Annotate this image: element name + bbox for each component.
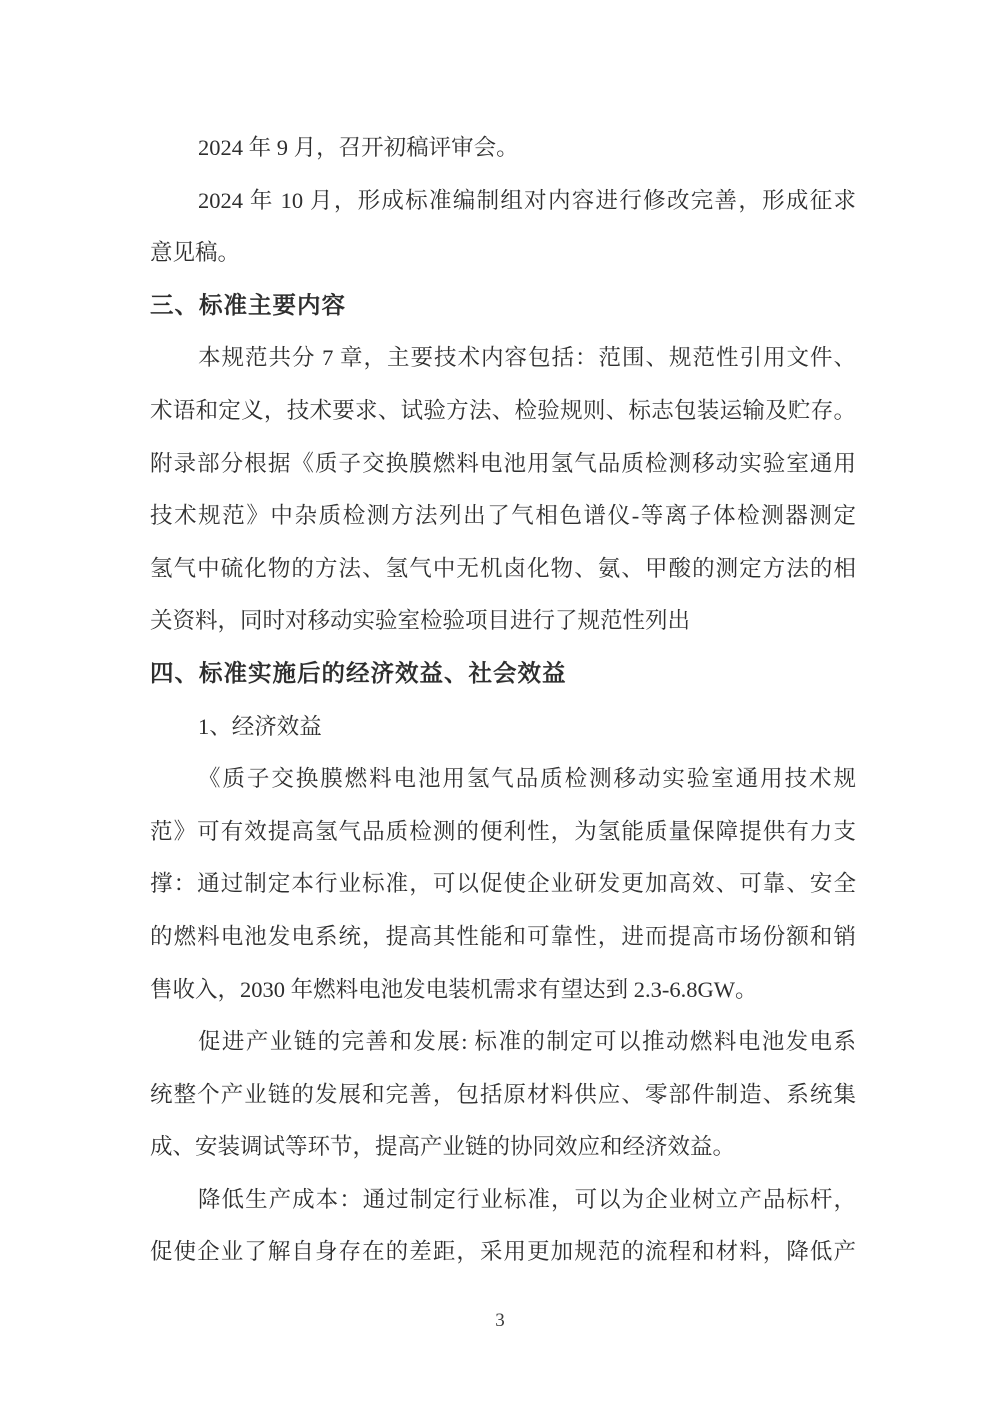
paragraph-line: 促使企业了解自身存在的差距，采用更加规范的流程和材料，降低产 [150, 1239, 856, 1265]
section-heading-main-content: 三、标准主要内容 [150, 292, 346, 319]
paragraph-line: 促进产业链的完善和发展: 标准的制定可以推动燃料电池发电系 [198, 1029, 856, 1055]
paragraph-line: 范》可有效提高氢气品质检测的便利性，为氢能质量保障提供有力支 [150, 818, 856, 844]
document-body [150, 122, 856, 1279]
page-number: 3 [495, 1310, 505, 1331]
paragraph-line: 术语和定义，技术要求、试验方法、检验规则、标志包装运输及贮存。 [150, 397, 856, 423]
paragraph-line: 本规范共分 7 章，主要技术内容包括：范围、规范性引用文件、 [198, 345, 856, 371]
paragraph-line: 关资料，同时对移动实验室检验项目进行了规范性列出 [150, 608, 691, 634]
paragraph-line: 售收入，2030 年燃料电池发电装机需求有望达到 2.3-6.8GW。 [150, 976, 758, 1002]
paragraph-line: 2024 年 10 月，形成标准编制组对内容进行修改完善，形成征求 [198, 187, 856, 213]
paragraph-line: 撑：通过制定本行业标准，可以促使企业研发更加高效、可靠、安全 [150, 871, 856, 897]
paragraph-line: 技术规范》中杂质检测方法列出了气相色谱仪-等离子体检测器测定 [150, 503, 856, 529]
section-heading-benefits: 四、标准实施后的经济效益、社会效益 [150, 660, 567, 687]
subsection-heading-economic: 1、经济效益 [198, 713, 322, 739]
paragraph-line: 统整个产业链的发展和完善，包括原材料供应、零部件制造、系统集 [150, 1081, 856, 1107]
paragraph-line: 附录部分根据《质子交换膜燃料电池用氢气品质检测移动实验室通用 [150, 450, 856, 476]
paragraph-line: 的燃料电池发电系统，提高其性能和可靠性，进而提高市场份额和销 [150, 923, 856, 949]
paragraph-line: 氢气中硫化物的方法、氢气中无机卤化物、氨、甲酸的测定方法的相 [150, 555, 856, 581]
paragraph-line: 降低生产成本：通过制定行业标准，可以为企业树立产品标杆， [198, 1186, 856, 1212]
paragraph-line: 2024 年 9 月，召开初稿评审会。 [198, 135, 519, 160]
paragraph-line: 《质子交换膜燃料电池用氢气品质检测移动实验室通用技术规 [198, 766, 856, 792]
paragraph-line: 成、安装调试等环节，提高产业链的协同效应和经济效益。 [150, 1134, 736, 1160]
paragraph-line: 意见稿。 [150, 240, 241, 266]
